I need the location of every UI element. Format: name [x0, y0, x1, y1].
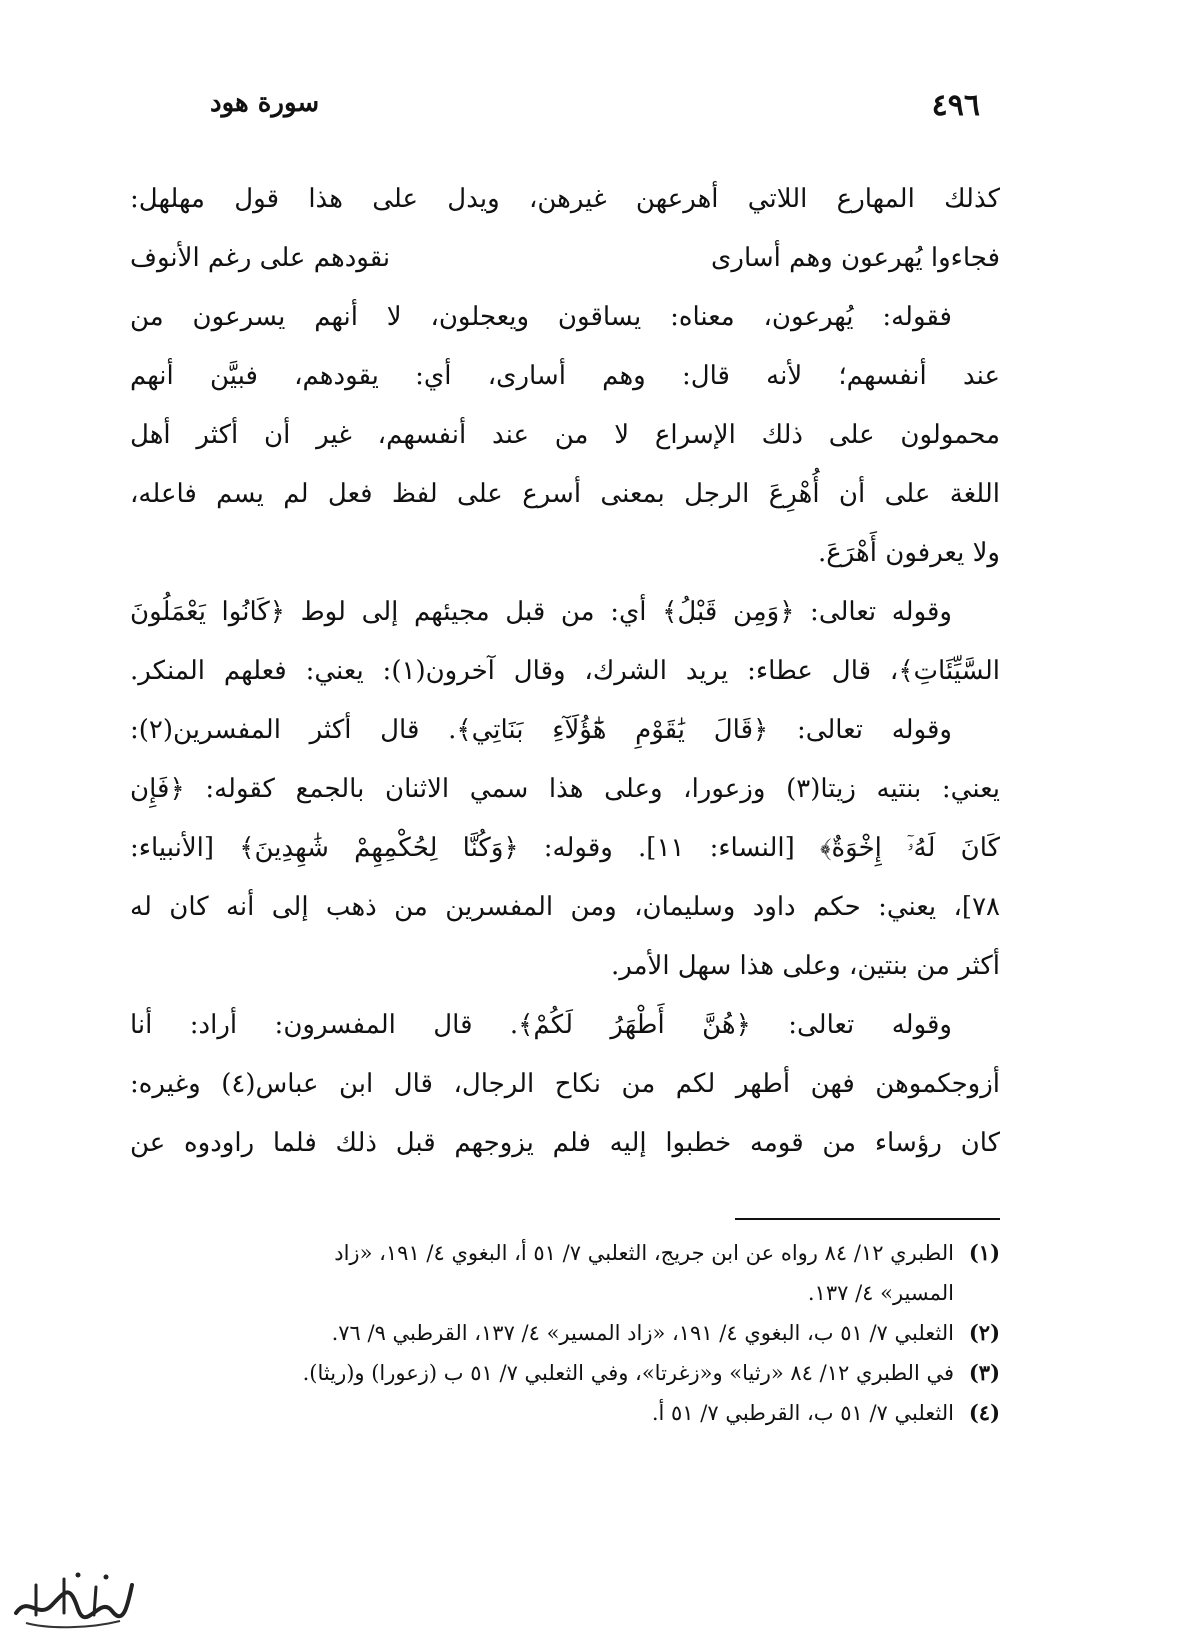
footnote-1 [130, 1233, 1000, 1313]
verse-second-half: نقودهم على رغم الأنوف [130, 243, 391, 273]
footnote-number: (١) [968, 1240, 1000, 1265]
text-line: كَانَ لَهُۥٓ إِخْوَةٌ﴾ [النساء: ١١]. وقوله: ﴿وَكُنَّا لِحُكْمِهِمْ شَٰهِدِينَ﴾ [الأنبياء: [130, 833, 1000, 863]
footnote-text: الطبري ١٢/ ٨٤ رواه عن ابن جريج، الثعلبي ٧/ ٥١ أ، البغوي ٤/ ١٩١، «زاد [334, 1241, 954, 1265]
footnote-number: (٢) [968, 1320, 1000, 1345]
footnote-number: (٣) [968, 1360, 1000, 1385]
page-header [210, 82, 980, 132]
footnote-number: (٤) [968, 1400, 1000, 1425]
footnote-text: الثعلبي ٧/ ٥١ ب، القرطبي ٧/ ٥١ أ. [651, 1401, 954, 1425]
poetry-verse [130, 229, 1000, 288]
text-line: السَّيِّئَاتِ﴾، قال عطاء: يريد الشرك، وقال آخرون(١): يعني: فعلهم المنكر. [130, 656, 1000, 686]
footnote-4 [130, 1393, 1000, 1433]
footnotes [130, 1233, 1000, 1433]
text-line: محمولون على ذلك الإسراع لا من عند أنفسهم، غير أن أكثر أهل [130, 420, 1000, 450]
page-number: ٤٩٦ [931, 88, 980, 123]
text-line: أكثر من بنتين، وعلى هذا سهل الأمر. [610, 951, 1000, 981]
main-text [130, 170, 1000, 1173]
footnote-text: الثعلبي ٧/ ٥١ ب، البغوي ٤/ ١٩١، «زاد المسير» ٤/ ١٣٧، القرطبي ٩/ ٧٦. [331, 1321, 954, 1345]
text-line: وقوله تعالى: ﴿قَالَ يَٰقَوْمِ هَٰٓؤُلَآءِ بَنَاتِي﴾. قال أكثر المفسرين(٢): [130, 715, 952, 745]
footnote-text: في الطبري ١٢/ ٨٤ «رثيا» و«زغرتا»، وفي الثعلبي ٧/ ٥١ ب (زعورا) و(ريثا). [302, 1361, 954, 1385]
text-line: فقوله: يُهرعون، معناه: يساقون ويعجلون، لا أنهم يسرعون من [130, 302, 952, 332]
footnote-2 [130, 1313, 1000, 1353]
text-line: وقوله تعالى: ﴿وَمِن قَبْلُ﴾ أي: من قبل مجيئهم إلى لوط ﴿كَانُوا يَعْمَلُونَ [130, 597, 952, 627]
text-line: وقوله تعالى: ﴿هُنَّ أَطْهَرُ لَكُمْ﴾. قال المفسرون: أراد: أنا [130, 1010, 952, 1040]
footnote-text-continued: المسير» ٤/ ١٣٧. [807, 1281, 954, 1305]
verse-first-half: فجاءوا يُهرعون وهم أسارى [711, 243, 1000, 273]
surah-title: سورة هود [210, 88, 320, 118]
calligraphy-logo-icon [8, 1565, 138, 1635]
library-logo [8, 1565, 138, 1635]
text-line: كذلك المهارع اللاتي أهرعهن غيرهن، ويدل على هذا قول مهلهل: [130, 184, 1000, 214]
text-line: أزوجكموهن فهن أطهر لكم من نكاح الرجال، قال ابن عباس(٤) وغيره: [130, 1069, 1000, 1099]
text-line: عند أنفسهم؛ لأنه قال: وهم أسارى، أي: يقودهم، فبيَّن أنهم [130, 361, 1000, 391]
footnote-3 [130, 1353, 1000, 1393]
footnote-separator [735, 1218, 1000, 1220]
text-line: كان رؤساء من قومه خطبوا إليه فلم يزوجهم قبل ذلك فلما راودوه عن [130, 1128, 1000, 1158]
text-line: اللغة على أن أُهْرِعَ الرجل بمعنى أسرع على لفظ فعل لم يسم فاعله، [130, 479, 1000, 509]
text-line: يعني: بنتيه زيتا(٣) وزعورا، وعلى هذا سمي الاثنان بالجمع كقوله: ﴿فَإِن [130, 774, 1000, 804]
text-line: ٧٨]، يعني: حكم داود وسليمان، ومن المفسرين من ذهب إلى أنه كان له [130, 892, 1000, 922]
text-line: ولا يعرفون أَهْرَعَ. [817, 538, 1000, 568]
